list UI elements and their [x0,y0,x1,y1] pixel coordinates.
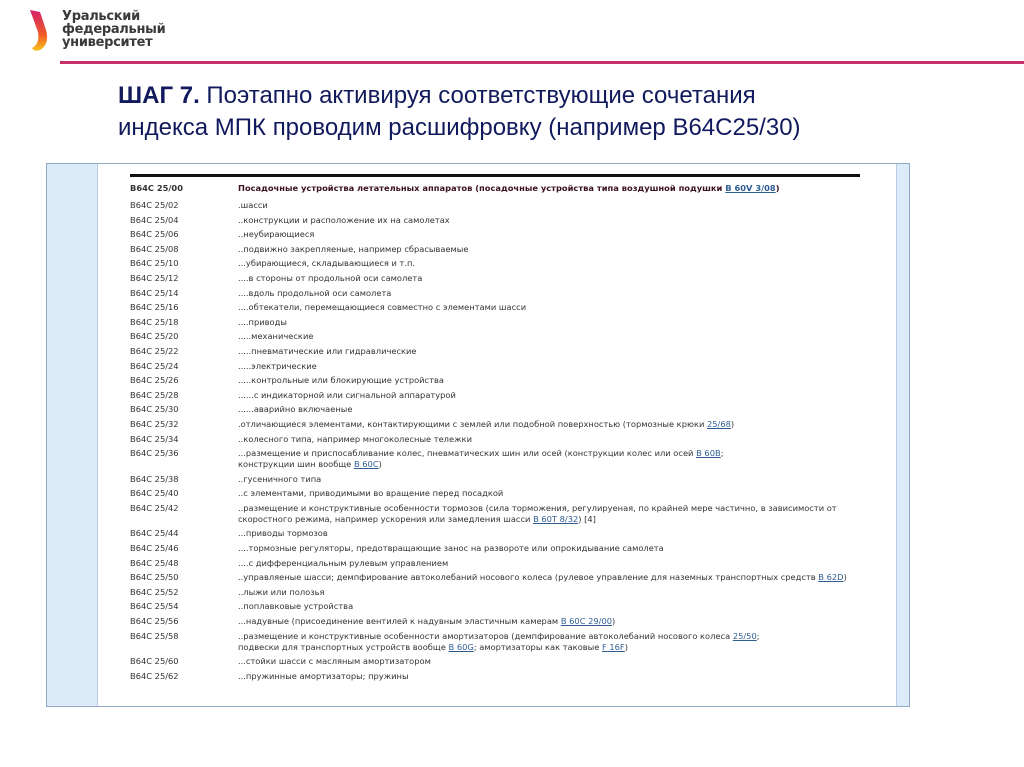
subgroup-code: B64C 25/26 [130,375,179,386]
table-row [130,631,860,653]
subgroup-description [238,419,860,430]
subgroup-code: B64C 25/32 [130,418,179,429]
table-row [130,503,860,525]
subgroup-code: B64C 25/12 [130,272,179,283]
table-row [130,488,860,499]
table-row [130,601,860,612]
subgroup-description [238,488,860,499]
table-row [130,616,860,627]
table-row [130,200,860,211]
ref-link[interactable]: B 60C [353,459,379,470]
header-divider [60,61,1024,64]
desc-text: ..управляеные шасси; демпфирование автоколебаний носового колеса (рулевое управление для наземных транспортных средств [238,572,819,583]
university-logo [28,8,168,58]
subgroup-code: B64C 25/28 [130,389,179,400]
desc-text: ....вдоль продольной оси самолета [238,287,392,298]
subgroup-code: B64C 25/30 [130,404,179,415]
step-label: ШАГ 7. [118,82,200,109]
subgroup-description [238,656,860,667]
subgroup-description [238,244,860,255]
desc-text: .отличающиеся элементами, контактирующими с землей или подобной поверхностью (тормозные крюки [238,418,707,429]
subgroup-description [238,671,860,682]
logo-text [62,10,165,49]
table-row [130,229,860,240]
desc-text: ) [730,418,735,429]
desc-text: ......с индикаторной или сигнальной аппаратурой [238,389,456,400]
desc-text: ..с элементами, приводимыми во вращение перед посадкой [238,488,504,499]
subgroup-code: B64C 25/46 [130,543,179,554]
ref-link[interactable]: B 60G [448,641,474,652]
group-code: B64C 25/00 [130,183,183,193]
subgroup-code: B64C 25/08 [130,243,179,254]
subgroup-description [238,528,860,539]
desc-text: ...убирающиеся, складывающиеся и т.п. [238,258,416,269]
desc-text: ..подвижно закрепляеные, например сбрасываемые [238,243,469,254]
subgroup-description [238,390,860,401]
subgroup-code: B64C 25/42 [130,502,179,513]
table-row [130,317,860,328]
table-row [130,288,860,299]
subgroup-description [238,587,860,598]
subgroup-description [238,558,860,569]
slide-title [118,80,978,144]
subgroup-description [238,229,860,240]
table-row [130,671,860,682]
desc-text: ....приводы [238,316,287,327]
desc-text: ) [843,572,847,583]
title-line-1: Поэтапно активируя соответствующие сочетания [199,82,756,109]
subgroup-code: B64C 25/04 [130,214,179,225]
subgroup-code: B64C 25/50 [130,572,179,583]
subgroup-description [238,331,860,342]
desc-text: ...стойки шасси с масляным амортизатором [238,656,431,667]
desc-text: ..размещение и конструктивные особенности амортизаторов (демпфирование автоколебаний носового колеса [238,630,733,641]
desc-text: ....с дифференциальным рулевым управлением [238,557,449,568]
subgroup-description [238,288,860,299]
desc-text: ....тормозные регуляторы, предотвращающие занос на развороте или опрокидывание самолета [238,543,664,554]
subgroup-description [238,474,860,485]
subgroup-description [238,404,860,415]
desc-text: ...приводы тормозов [238,528,328,539]
subgroup-code: B64C 25/60 [130,656,179,667]
desc-text: ...размещение и приспосабливание колес, пневматических шин или осей (конструкции колес или осей [238,448,697,459]
subgroup-code: B64C 25/40 [130,488,179,499]
desc-text: ..конструкции и расположение их на самолетах [238,214,450,225]
table-row [130,448,860,470]
subgroup-code: B64C 25/44 [130,528,179,539]
table-row [130,543,860,554]
table-row [130,419,860,430]
table-header-row [130,183,860,194]
ref-link[interactable]: F 16F [601,641,625,652]
desc-text: подвески для транспортных устройств вообще [238,641,449,652]
subgroup-description [238,273,860,284]
ref-link[interactable]: B 62D [818,572,844,583]
logo-line-1: Уральский [62,9,140,24]
table-row [130,302,860,313]
desc-text: ) [378,459,382,470]
subgroup-code: B64C 25/38 [130,473,179,484]
subgroup-code: B64C 25/48 [130,557,179,568]
desc-text: ....в стороны от продольной оси самолета [238,272,423,283]
subgroup-code: B64C 25/14 [130,287,179,298]
subgroup-description [238,200,860,211]
subgroup-code: B64C 25/22 [130,345,179,356]
desc-text: .....электрические [238,360,317,371]
table-row [130,390,860,401]
desc-text: .....механические [238,331,314,342]
table-row [130,572,860,583]
table-row [130,331,860,342]
group-description: Посадочные устройства летательных аппаратов (посадочные устройства типа воздушной подушки B 60V 3/08) [238,183,780,193]
screenshot-frame [46,163,910,707]
desc-text: ..гусеничного типа [238,473,322,484]
desc-text: ; амортизаторы как таковые [473,641,602,652]
ref-link[interactable]: 25/68 [707,418,731,429]
classification-page [97,164,897,706]
ref-link[interactable]: B 60T 8/32 [533,513,579,524]
desc-text: ) [624,641,628,652]
table-row [130,215,860,226]
table-row [130,434,860,445]
subgroup-description [238,543,860,554]
desc-text: ) [612,616,616,627]
table-row [130,361,860,372]
subgroup-description [238,215,860,226]
subgroup-code: B64C 25/16 [130,302,179,313]
subgroup-description [238,346,860,357]
desc-text: ......аварийно включаеные [238,404,353,415]
desc-text: ..неубирающиеся [238,229,315,240]
subgroup-code: B64C 25/36 [130,448,179,459]
table-row [130,528,860,539]
table-row [130,244,860,255]
desc-text: ) [4] [578,513,596,524]
subgroup-code: B64C 25/10 [130,258,179,269]
table-row [130,346,860,357]
subgroup-description [238,434,860,445]
desc-text: ....обтекатели, перемещающиеся совместно с элементами шасси [238,302,527,313]
subgroup-code: B64C 25/18 [130,316,179,327]
desc-text: ..лыжи или полозья [238,586,325,597]
logo-line-3: университет [62,35,153,50]
table-row [130,273,860,284]
subgroup-description [238,448,860,470]
logo-line-2: федеральный [62,22,166,37]
subgroup-description [238,375,860,386]
ipc-classification-table [130,174,860,685]
desc-text: ...надувные (присоединение вентилей к надувным эластичным камерам [238,616,561,627]
table-row [130,375,860,386]
table-row [130,474,860,485]
table-top-rule [130,174,860,177]
subgroup-code: B64C 25/06 [130,229,179,240]
subgroup-description [238,631,860,653]
table-row [130,656,860,667]
ural-university-logo-icon [28,8,58,52]
subgroup-code: B64C 25/56 [130,616,179,627]
desc-text: ..колесного типа, например многоколесные тележки [238,433,472,444]
desc-text: .шасси [238,200,268,210]
table-row [130,404,860,415]
subgroup-code: B64C 25/02 [130,200,179,210]
table-row [130,558,860,569]
desc-text: ; [720,448,724,459]
title-line-2: индекса МПК проводим расшифровку (например В64С25/30) [118,114,801,141]
subgroup-description [238,601,860,612]
subgroup-code: B64C 25/34 [130,433,179,444]
desc-text: ; [756,630,760,641]
ref-link[interactable]: 25/50 [732,630,757,641]
table-rows [130,200,860,682]
desc-text: конструкции шин вообще [238,459,354,470]
desc-text: ...пружинные амортизаторы; пружины [238,670,409,681]
subgroup-description [238,317,860,328]
subgroup-code: B64C 25/62 [130,670,179,681]
subgroup-code: B64C 25/54 [130,601,179,612]
subgroup-code: B64C 25/52 [130,586,179,597]
desc-text: ..поплавковые устройства [238,601,354,612]
subgroup-description [238,258,860,269]
table-row [130,587,860,598]
subgroup-description [238,503,860,525]
desc-text: .....контрольные или блокирующие устройства [238,375,444,386]
subgroup-code: B64C 25/20 [130,331,179,342]
ref-link[interactable]: B 60V 3/08 [725,183,776,193]
subgroup-description [238,361,860,372]
desc-text: .....пневматические или гидравлические [238,345,417,356]
subgroup-code: B64C 25/24 [130,360,179,371]
subgroup-description [238,616,860,627]
subgroup-description [238,302,860,313]
table-row [130,258,860,269]
ref-link[interactable]: B 60B [696,448,721,459]
subgroup-description [238,572,860,583]
ref-link[interactable]: B 60C 29/00 [560,616,613,627]
subgroup-code: B64C 25/58 [130,630,179,641]
desc-text: ..размещение и конструктивные особенности тормозов (сила торможения, регулируеная, по крайней мере частично, в зависимости от скоростного режима, например ускорения или замедления шасси [238,502,837,524]
